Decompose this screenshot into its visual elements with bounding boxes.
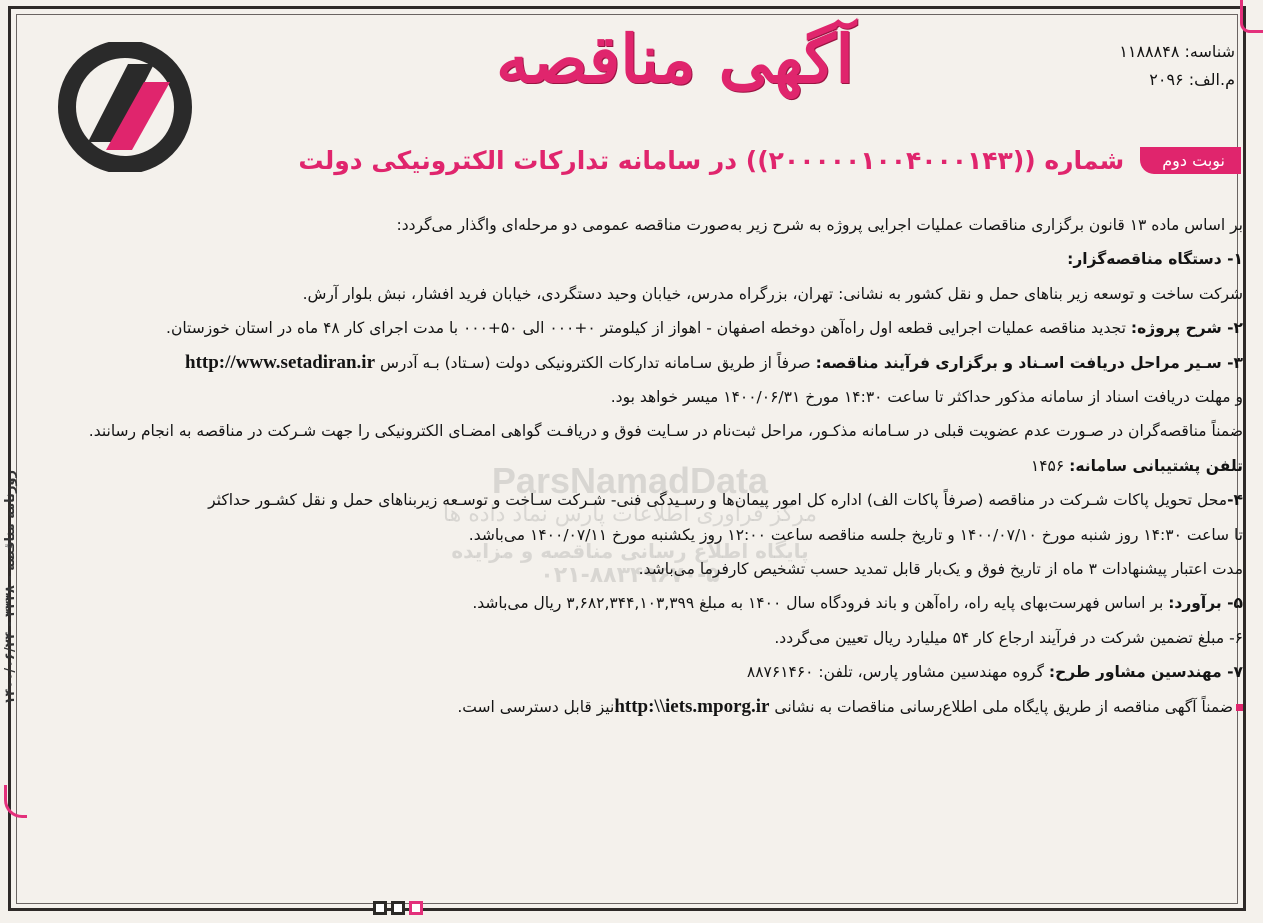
round-badge: نوبت دوم <box>1140 147 1241 174</box>
watermark-fa: مرکز فرآوری اطلاعات پارس نماد داده ها <box>442 502 818 527</box>
section-3-title: ۳- سـیر مراحل دریافت اسـناد و برگزاری فرآیند مناقصه: <box>815 353 1243 372</box>
section-4-text: محل تحویل پاکات شـرکت در مناقصه (صرفاً پاکات الف) اداره کل امور پیمان‌ها و رسـیدگی فنی- شـرکت سـاخت و توسـعه زیربناهای حمل و نقل کشـور حداکثر <box>208 491 1228 510</box>
section-2-text: تجدید مناقصه عملیات اجرایی قطعه اول راه‌آهن دوخطه اصفهان - اهواز از کیلومتر ۰+۰۰۰ الی ۵۰+۰۰۰ با مدت اجرای کار ۴۸ ماه در استان خوزستان. <box>166 319 1126 338</box>
section-2-title: ۲- شرح پروژه: <box>1130 319 1243 338</box>
support-phone-title: تلفن پشتیبانی سامانه: <box>1069 456 1243 475</box>
tender-number-title: شماره ((۲۰۰۰۰۰۱۰۰۴۰۰۰۱۴۳)) در سامانه تدارکات الکترونیکی دولت <box>298 145 1125 175</box>
section-5 <box>28 586 1243 620</box>
notice-meta <box>1119 38 1235 94</box>
section-4-validity: مدت اعتبار پیشنهادات ۳ ماه از تاریخ فوق و یک‌بار قابل تمدید حسب تشخیص کارفرما می‌باشد. <box>638 560 1243 579</box>
subtitle-row <box>280 140 1241 180</box>
section-5-title: ۵- برآورد: <box>1168 594 1243 613</box>
footer-note-pre: ضمناً آگهی مناقصه از طریق پایگاه ملی اطلاع‌رسانی مناقصات به نشانی <box>774 697 1233 716</box>
setad-link[interactable]: http://www.setadiran.ir <box>185 351 376 373</box>
side-strip-text: روزنامه مناقصه - ۳۳۳۸ - ۱۴۰۰/۰۶/۲۴ <box>3 470 18 705</box>
watermark-en: ParsNamadData <box>491 460 769 501</box>
section-1-text: شرکت ساخت و توسعه زیر بناهای حمل و نقل کشور به نشانی: تهران، بزرگراه مدرس، خیابان وحید دستگردی، خیابان فرید افشار، نبش بلوار آرش. <box>302 284 1243 303</box>
support-phone-number: ۱۴۵۶ <box>1030 456 1065 475</box>
page-title: آگهی مناقصه <box>496 20 854 98</box>
corner-decoration <box>1240 0 1263 33</box>
iets-link[interactable]: http:\\iets.mporg.ir <box>614 695 770 717</box>
section-7-text: گروه مهندسین مشاور پارس، تلفن: ۸۸۷۶۱۴۶۰ <box>746 663 1044 682</box>
section-3-registration-note: ضمناً مناقصه‌گران در صـورت عدم عضویت قبلی در سـامانه مذکـور، مراحل ثبت‌نام در سـایت فوق و دریافـت گواهی امضـای الکترونیکی را جهت شـرکت در مناقصه به انجام رسانند. <box>88 422 1243 441</box>
watermark-fa-2: پایگاه اطلاع رسانی مناقصه و مزایده <box>451 539 809 563</box>
notice-id: شناسه: ۱۱۸۸۸۴۸ <box>1119 42 1235 61</box>
section-7 <box>28 655 1243 689</box>
intro-text: بر اساس ماده ۱۳ قانون برگزاری مناقصات عملیات اجرایی پروژه به شرح زیر به‌صورت مناقصه عمومی دو مرحله‌ای واگذار می‌گردد: <box>396 216 1243 234</box>
section-4-title: ۴- <box>1227 491 1243 510</box>
footer-note-post: نیز قابل دسترسی است. <box>457 697 615 716</box>
notice-code: م.الف: ۲۰۹۶ <box>1149 70 1235 89</box>
bullet-icon <box>1236 704 1243 711</box>
watermark-phone: ۰۲۱-۸۸۳۴۹۶۷۰-۵ <box>540 563 720 588</box>
section-3-text: صرفاً از طریق سـامانه تدارکات الکترونیکی دولت (سـتاد) بـه آدرس <box>379 353 811 372</box>
section-6-text: ۶- مبلغ تضمین شرکت در فرآیند ارجاع کار ۵۴ میلیارد ریال تعیین می‌گردد. <box>774 628 1243 647</box>
section-1-title: ۱- دستگاه مناقصه‌گزار: <box>1067 250 1243 269</box>
section-4 <box>28 483 1243 517</box>
organization-logo <box>58 42 193 172</box>
bottom-decoration <box>373 901 423 915</box>
section-5-text: بر اساس فهرست‌بهای پایه راه، راه‌آهن و باند فرودگاه سال ۱۴۰۰ به مبلغ ۳,۶۸۲,۳۴۴,۱۰۳,۳۹۹ ریال می‌باشد. <box>472 594 1164 613</box>
section-4-dates: تا ساعت ۱۴:۳۰ روز شنبه مورخ ۱۴۰۰/۰۷/۱۰ و تاریخ جلسه مناقصه ساعت ۱۲:۰۰ روز یکشنبه مورخ ۱۴۰۰/۰۷/۱۱ می‌باشد. <box>468 525 1243 544</box>
section-3-deadline: و مهلت دریافت اسناد از سامانه مذکور حداکثر تا ساعت ۱۴:۳۰ مورخ ۱۴۰۰/۰۶/۳۱ میسر خواهد بود. <box>610 388 1243 407</box>
footer-note <box>28 690 1243 724</box>
notice-body <box>28 208 1243 724</box>
section-7-title: ۷- مهندسین مشاور طرح: <box>1048 663 1243 682</box>
section-3 <box>28 346 1243 380</box>
section-2 <box>28 311 1243 345</box>
support-phone <box>28 449 1243 483</box>
